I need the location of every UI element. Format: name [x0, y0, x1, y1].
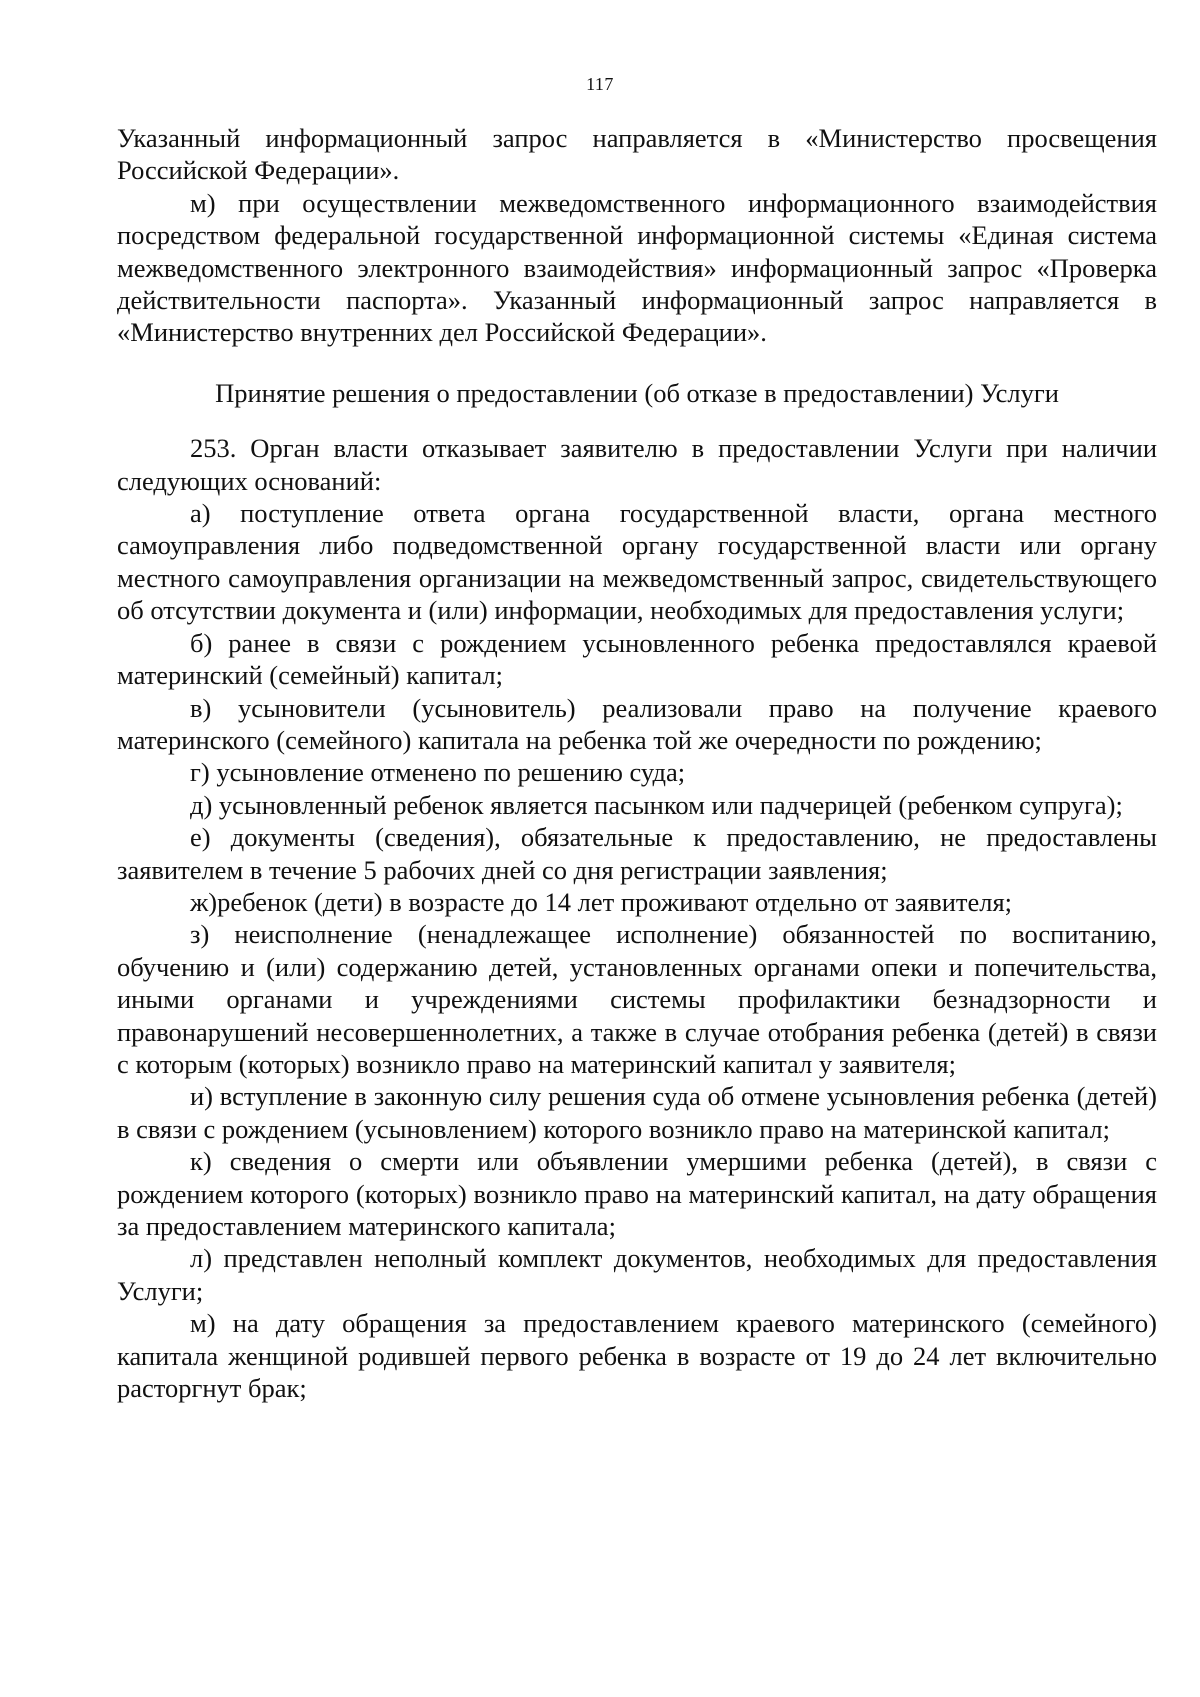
section-heading: Принятие решения о предоставлении (об отказе в предоставлении) Услуги	[215, 377, 1059, 408]
list-item-a: а) поступление ответа органа государственной власти, органа местного самоуправления либо подведомственной органу государственной власти или органу местного самоуправления организации на межведомственный запрос, свидетельствующего об отсутствии документа и (или) информации, необходимых для предоставления услуги;	[117, 498, 1157, 626]
list-item-d: д) усыновленный ребенок является пасынком или падчерицей (ребенком супруга);	[190, 789, 1123, 820]
list-item-e: е) документы (сведения), обязательные к предоставлению, не предоставлены заявителем в течение 5 рабочих дней со дня регистрации заявления;	[117, 822, 1157, 885]
page-number: 117	[586, 74, 614, 94]
list-item-zh: ж)ребенок (дети) в возрасте до 14 лет проживают отдельно от заявителя;	[190, 886, 1013, 917]
list-item-k: к) сведения о смерти или объявлении умершими ребенка (детей), в связи с рождением которого (которых) возникло право на материнский капитал, на дату обращения за предоставлением материнского капитала;	[117, 1146, 1157, 1241]
list-item-i: и) вступление в законную силу решения суда об отмене усыновления ребенка (детей) в связи с рождением (усыновлением) которого возникло право на материнской капитал;	[117, 1081, 1157, 1144]
list-item-l: л) представлен неполный комплект документов, необходимых для предоставления Услуги;	[117, 1243, 1157, 1306]
list-item-v: в) усыновители (усыновитель) реализовали право на получение краевого материнского (семейного) капитала на ребенка той же очередности по рождению;	[117, 692, 1157, 755]
clause-253-paragraph: 253. Орган власти отказывает заявителю в предоставлении Услуги при наличии следующих оснований:	[117, 433, 1157, 496]
list-item-m: м) на дату обращения за предоставлением краевого материнского (семейного) капитала женщиной родившей первого ребенка в возрасте от 19 до 24 лет включительно расторгнут брак;	[117, 1308, 1157, 1404]
document-body	[117, 122, 1157, 1404]
item-m-interagency-paragraph: м) при осуществлении межведомственного информационного взаимодействия посредством федеральной государственной информационной системы «Единая система межведомственного электронного взаимодействия» информационный запрос «Проверка действительности паспорта». Указанный информационный запрос направляется в «Министерство внутренних дел Российской Федерации».	[117, 187, 1157, 348]
continuation-paragraph: Указанный информационный запрос направляется в «Министерство просвещения Российской Федерации».	[117, 123, 1157, 186]
list-item-z: з) неисполнение (ненадлежащее исполнение) обязанностей по воспитанию, обучению и (или) содержанию детей, установленных органами опеки и попечительства, иными органами и учреждениями системы профилактики безнадзорности и правонарушений несовершеннолетних, а также в случае отобрания ребенка (детей) в связи с которым (которых) возникло право на материнский капитал у заявителя;	[117, 919, 1157, 1079]
list-item-g: г) усыновление отменено по решению суда;	[190, 757, 686, 788]
list-item-b: б) ранее в связи с рождением усыновленного ребенка предоставлялся краевой материнский (семейный) капитал;	[117, 627, 1157, 691]
